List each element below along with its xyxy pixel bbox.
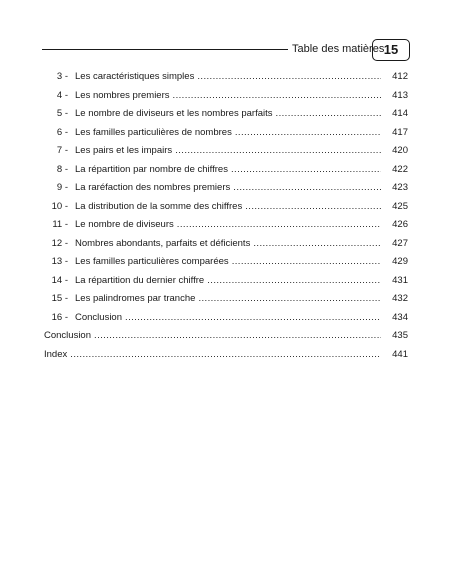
toc-entry-title: Conclusion .....: [75, 311, 381, 325]
toc-entry[interactable]: [0, 255, 450, 269]
toc-entry-number: 8 -: [56, 163, 68, 175]
toc-entry-title: Conclusion .....: [44, 329, 381, 343]
toc-entry-title: Les caractéristiques simples .....: [75, 70, 381, 84]
toc-entry-chapter[interactable]: [0, 348, 450, 362]
toc-entry-page: 414: [392, 108, 408, 119]
toc-entry-page: 427: [392, 237, 408, 249]
toc-entry-title: La répartition du dernier chiffre .....: [75, 274, 381, 288]
toc-entry-title: Le nombre de diviseurs et les nombres parfaits .....: [75, 107, 381, 121]
toc-entry[interactable]: [0, 107, 450, 121]
toc-entry-title: Les nombres premiers .....: [75, 89, 381, 103]
toc-entry-title: La répartition par nombre de chiffres .....: [75, 163, 381, 177]
toc-entry-number: 11 -: [52, 219, 68, 230]
toc-entry-page: 422: [392, 163, 408, 175]
toc-entry-page: 441: [392, 348, 408, 360]
toc-entry-page: 426: [392, 219, 408, 230]
toc-entry[interactable]: [0, 218, 450, 232]
toc-entry-page: 432: [392, 293, 408, 304]
toc-entry-title: Les pairs et les impairs .....: [75, 144, 381, 158]
toc-entry-title: Index .....: [44, 348, 381, 362]
toc-entry-page: 423: [392, 182, 408, 193]
toc-entry-number: 3 -: [56, 71, 68, 82]
toc-entry-number: 6 -: [56, 126, 68, 138]
toc-entry-number: 16 -: [51, 311, 68, 323]
header-section-title: Table des matières: [292, 43, 385, 55]
toc-entry[interactable]: [0, 200, 450, 214]
toc-entry-page: 420: [392, 145, 408, 156]
toc-entry-number: 14 -: [51, 274, 68, 286]
toc-entry-number: 7 -: [56, 145, 68, 156]
toc-entry-chapter[interactable]: [0, 329, 450, 343]
toc-entry-number: 13 -: [51, 256, 68, 267]
toc-entry[interactable]: [0, 311, 450, 325]
toc-entry-page: 434: [392, 311, 408, 323]
toc-entry[interactable]: [0, 292, 450, 306]
toc-entry-page: 412: [392, 71, 408, 82]
toc-entry[interactable]: [0, 126, 450, 140]
toc-entry[interactable]: [0, 181, 450, 195]
toc-entry-page: 417: [392, 126, 408, 138]
toc-entry-title: Le nombre de diviseurs .....: [75, 218, 381, 232]
toc-entry-title: Les palindromes par tranche .....: [75, 292, 381, 306]
page-header: [42, 39, 410, 61]
toc-entry-title: Nombres abondants, parfaits et déficients .....: [75, 237, 381, 251]
toc-entry-number: 12 -: [51, 237, 68, 249]
toc-entry-number: 9 -: [56, 182, 68, 193]
toc-entry-number: 4 -: [56, 89, 68, 101]
toc-entry-page: 425: [392, 200, 408, 212]
toc-entry[interactable]: [0, 237, 450, 251]
toc-entry[interactable]: [0, 89, 450, 103]
toc-entry-title: Les familles particulières comparées .....: [75, 255, 381, 269]
toc-entry-title: Les familles particulières de nombres .....: [75, 126, 381, 140]
toc-entry-page: 429: [392, 256, 408, 267]
header-rule: [42, 49, 288, 50]
toc-entry[interactable]: [0, 274, 450, 288]
toc-entry-title: La distribution de la somme des chiffres .....: [75, 200, 381, 214]
toc-entry[interactable]: [0, 144, 450, 158]
toc-entry-number: 5 -: [56, 108, 68, 119]
toc-entry-title: La raréfaction des nombres premiers .....: [75, 181, 381, 195]
page-number-badge: 15: [372, 39, 410, 61]
toc-entry[interactable]: [0, 163, 450, 177]
toc-entry-number: 15 -: [51, 293, 68, 304]
toc-entry-number: 10 -: [51, 200, 68, 212]
toc-entry-page: 431: [392, 274, 408, 286]
toc-entry[interactable]: [0, 70, 450, 84]
toc-entry-page: 435: [392, 330, 408, 341]
toc-entry-page: 413: [392, 89, 408, 101]
